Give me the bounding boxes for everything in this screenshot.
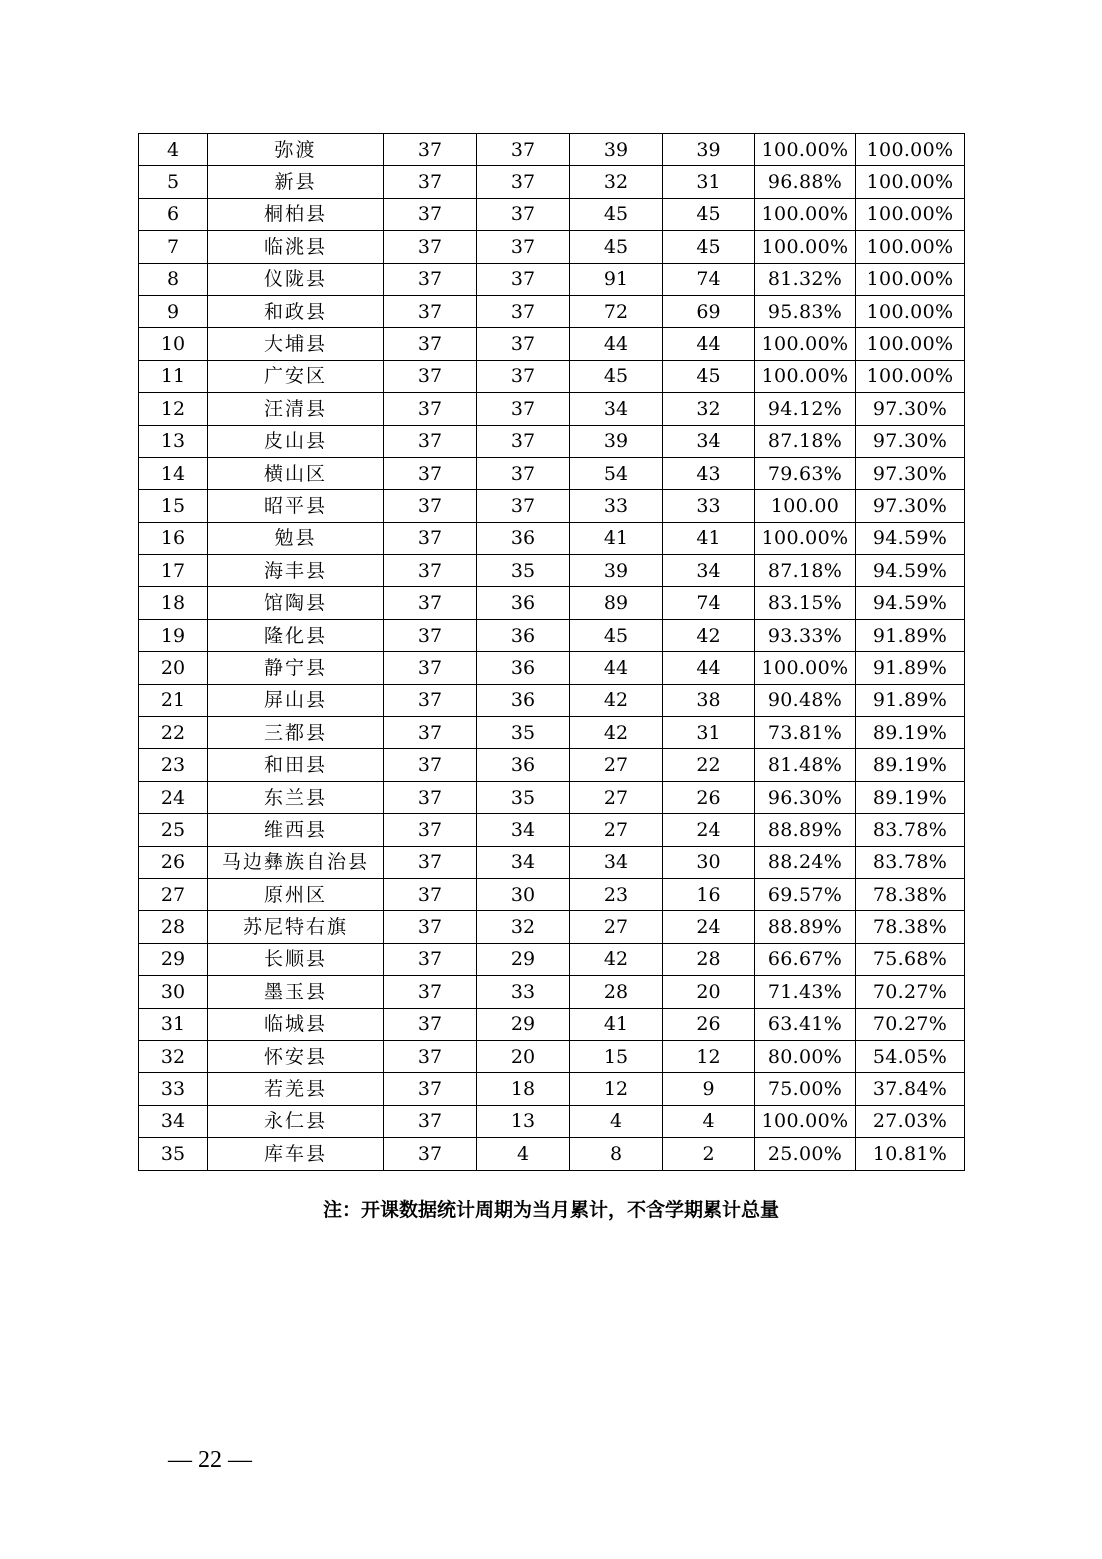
value-a-cell: 37 [384, 943, 477, 975]
value-d-cell: 20 [663, 976, 755, 1008]
value-d-cell: 26 [663, 1008, 755, 1040]
county-name-cell: 苏尼特右旗 [208, 911, 384, 943]
value-a-cell: 37 [384, 425, 477, 457]
value-a-cell: 37 [384, 619, 477, 651]
value-a-cell: 37 [384, 555, 477, 587]
table-row [139, 781, 965, 813]
value-d-cell: 45 [663, 360, 755, 392]
value-b-cell: 37 [477, 328, 570, 360]
value-a-cell: 37 [384, 717, 477, 749]
value-b-cell: 37 [477, 490, 570, 522]
value-c-cell: 8 [570, 1138, 663, 1170]
value-b-cell: 35 [477, 555, 570, 587]
value-b-cell: 37 [477, 198, 570, 230]
row-index-cell: 4 [139, 134, 208, 166]
value-b-cell: 37 [477, 457, 570, 489]
rate-1-cell: 71.43% [755, 976, 856, 1008]
table-row [139, 878, 965, 910]
value-d-cell: 12 [663, 1040, 755, 1072]
rate-1-cell: 66.67% [755, 943, 856, 975]
value-c-cell: 45 [570, 198, 663, 230]
rate-1-cell: 93.33% [755, 619, 856, 651]
value-d-cell: 44 [663, 652, 755, 684]
county-name-cell: 皮山县 [208, 425, 384, 457]
row-index-cell: 16 [139, 522, 208, 554]
table-row [139, 263, 965, 295]
county-name-cell: 静宁县 [208, 652, 384, 684]
value-a-cell: 37 [384, 652, 477, 684]
table-row [139, 652, 965, 684]
county-name-cell: 库车县 [208, 1138, 384, 1170]
value-c-cell: 44 [570, 328, 663, 360]
rate-1-cell: 87.18% [755, 425, 856, 457]
value-d-cell: 34 [663, 555, 755, 587]
value-c-cell: 45 [570, 360, 663, 392]
value-d-cell: 44 [663, 328, 755, 360]
county-name-cell: 临洮县 [208, 231, 384, 263]
county-name-cell: 墨玉县 [208, 976, 384, 1008]
row-index-cell: 28 [139, 911, 208, 943]
value-b-cell: 36 [477, 587, 570, 619]
value-b-cell: 37 [477, 166, 570, 198]
value-b-cell: 18 [477, 1073, 570, 1105]
table-row [139, 619, 965, 651]
value-b-cell: 4 [477, 1138, 570, 1170]
county-name-cell: 长顺县 [208, 943, 384, 975]
rate-1-cell: 100.00% [755, 652, 856, 684]
county-name-cell: 原州区 [208, 878, 384, 910]
rate-2-cell: 54.05% [856, 1040, 965, 1072]
rate-2-cell: 100.00% [856, 231, 965, 263]
rate-2-cell: 94.59% [856, 587, 965, 619]
rate-2-cell: 97.30% [856, 425, 965, 457]
rate-1-cell: 96.88% [755, 166, 856, 198]
table-body [139, 134, 965, 1171]
value-c-cell: 41 [570, 1008, 663, 1040]
value-b-cell: 37 [477, 425, 570, 457]
row-index-cell: 24 [139, 781, 208, 813]
rate-2-cell: 78.38% [856, 878, 965, 910]
rate-2-cell: 97.30% [856, 393, 965, 425]
value-c-cell: 33 [570, 490, 663, 522]
value-a-cell: 37 [384, 1040, 477, 1072]
value-c-cell: 91 [570, 263, 663, 295]
value-a-cell: 37 [384, 231, 477, 263]
value-c-cell: 34 [570, 846, 663, 878]
row-index-cell: 10 [139, 328, 208, 360]
value-a-cell: 37 [384, 263, 477, 295]
row-index-cell: 29 [139, 943, 208, 975]
rate-2-cell: 89.19% [856, 717, 965, 749]
table-row [139, 522, 965, 554]
value-b-cell: 36 [477, 749, 570, 781]
value-c-cell: 42 [570, 684, 663, 716]
row-index-cell: 35 [139, 1138, 208, 1170]
row-index-cell: 14 [139, 457, 208, 489]
row-index-cell: 8 [139, 263, 208, 295]
data-table [138, 133, 965, 1171]
value-c-cell: 27 [570, 749, 663, 781]
rate-2-cell: 37.84% [856, 1073, 965, 1105]
value-b-cell: 34 [477, 814, 570, 846]
table-row [139, 360, 965, 392]
value-d-cell: 28 [663, 943, 755, 975]
value-c-cell: 23 [570, 878, 663, 910]
row-index-cell: 15 [139, 490, 208, 522]
rate-2-cell: 75.68% [856, 943, 965, 975]
county-name-cell: 仪陇县 [208, 263, 384, 295]
row-index-cell: 32 [139, 1040, 208, 1072]
value-c-cell: 89 [570, 587, 663, 619]
row-index-cell: 19 [139, 619, 208, 651]
value-d-cell: 33 [663, 490, 755, 522]
value-d-cell: 74 [663, 587, 755, 619]
rate-2-cell: 97.30% [856, 490, 965, 522]
rate-2-cell: 91.89% [856, 684, 965, 716]
rate-1-cell: 25.00% [755, 1138, 856, 1170]
table-row [139, 457, 965, 489]
row-index-cell: 27 [139, 878, 208, 910]
value-b-cell: 34 [477, 846, 570, 878]
rate-1-cell: 81.48% [755, 749, 856, 781]
value-a-cell: 37 [384, 976, 477, 1008]
rate-1-cell: 83.15% [755, 587, 856, 619]
row-index-cell: 5 [139, 166, 208, 198]
value-d-cell: 42 [663, 619, 755, 651]
rate-1-cell: 95.83% [755, 295, 856, 327]
value-d-cell: 41 [663, 522, 755, 554]
table-row [139, 490, 965, 522]
value-c-cell: 4 [570, 1105, 663, 1137]
row-index-cell: 31 [139, 1008, 208, 1040]
rate-2-cell: 94.59% [856, 522, 965, 554]
county-name-cell: 海丰县 [208, 555, 384, 587]
value-d-cell: 9 [663, 1073, 755, 1105]
row-index-cell: 20 [139, 652, 208, 684]
rate-1-cell: 100.00% [755, 198, 856, 230]
value-d-cell: 16 [663, 878, 755, 910]
rate-1-cell: 100.00% [755, 360, 856, 392]
county-name-cell: 东兰县 [208, 781, 384, 813]
rate-2-cell: 89.19% [856, 781, 965, 813]
value-c-cell: 28 [570, 976, 663, 1008]
rate-2-cell: 10.81% [856, 1138, 965, 1170]
value-d-cell: 4 [663, 1105, 755, 1137]
table-row [139, 425, 965, 457]
rate-1-cell: 100.00 [755, 490, 856, 522]
row-index-cell: 13 [139, 425, 208, 457]
rate-1-cell: 87.18% [755, 555, 856, 587]
value-c-cell: 42 [570, 943, 663, 975]
table-row [139, 717, 965, 749]
value-c-cell: 44 [570, 652, 663, 684]
county-name-cell: 若羌县 [208, 1073, 384, 1105]
rate-1-cell: 100.00% [755, 231, 856, 263]
value-c-cell: 34 [570, 393, 663, 425]
value-a-cell: 37 [384, 1008, 477, 1040]
row-index-cell: 30 [139, 976, 208, 1008]
value-b-cell: 36 [477, 522, 570, 554]
county-name-cell: 新县 [208, 166, 384, 198]
rate-1-cell: 88.89% [755, 814, 856, 846]
table-row [139, 846, 965, 878]
value-b-cell: 33 [477, 976, 570, 1008]
rate-1-cell: 94.12% [755, 393, 856, 425]
value-a-cell: 37 [384, 1138, 477, 1170]
value-d-cell: 24 [663, 814, 755, 846]
value-c-cell: 39 [570, 555, 663, 587]
table-row [139, 134, 965, 166]
row-index-cell: 21 [139, 684, 208, 716]
table-row [139, 295, 965, 327]
rate-2-cell: 91.89% [856, 619, 965, 651]
table-row [139, 231, 965, 263]
row-index-cell: 17 [139, 555, 208, 587]
value-d-cell: 24 [663, 911, 755, 943]
table-row [139, 814, 965, 846]
table-row [139, 1138, 965, 1170]
value-d-cell: 30 [663, 846, 755, 878]
row-index-cell: 18 [139, 587, 208, 619]
county-name-cell: 大埔县 [208, 328, 384, 360]
table-note: 注：开课数据统计周期为当月累计，不含学期累计总量 [322, 1199, 779, 1221]
value-a-cell: 37 [384, 684, 477, 716]
value-c-cell: 45 [570, 619, 663, 651]
table-row [139, 166, 965, 198]
row-index-cell: 26 [139, 846, 208, 878]
value-c-cell: 45 [570, 231, 663, 263]
rate-1-cell: 88.89% [755, 911, 856, 943]
table-row [139, 393, 965, 425]
county-name-cell: 弥渡 [208, 134, 384, 166]
value-c-cell: 72 [570, 295, 663, 327]
table-row [139, 976, 965, 1008]
rate-1-cell: 69.57% [755, 878, 856, 910]
value-c-cell: 41 [570, 522, 663, 554]
value-b-cell: 13 [477, 1105, 570, 1137]
rate-2-cell: 97.30% [856, 457, 965, 489]
value-a-cell: 37 [384, 587, 477, 619]
value-a-cell: 37 [384, 490, 477, 522]
rate-2-cell: 100.00% [856, 198, 965, 230]
rate-1-cell: 75.00% [755, 1073, 856, 1105]
value-d-cell: 74 [663, 263, 755, 295]
table-row [139, 1105, 965, 1137]
rate-1-cell: 100.00% [755, 328, 856, 360]
value-d-cell: 32 [663, 393, 755, 425]
value-a-cell: 37 [384, 846, 477, 878]
row-index-cell: 22 [139, 717, 208, 749]
county-name-cell: 维西县 [208, 814, 384, 846]
county-name-cell: 勉县 [208, 522, 384, 554]
value-a-cell: 37 [384, 457, 477, 489]
value-b-cell: 35 [477, 717, 570, 749]
value-d-cell: 45 [663, 198, 755, 230]
value-c-cell: 27 [570, 781, 663, 813]
rate-2-cell: 94.59% [856, 555, 965, 587]
county-name-cell: 马边彝族自治县 [208, 846, 384, 878]
value-a-cell: 37 [384, 911, 477, 943]
value-c-cell: 32 [570, 166, 663, 198]
value-c-cell: 39 [570, 134, 663, 166]
table-row [139, 1008, 965, 1040]
value-d-cell: 31 [663, 166, 755, 198]
row-index-cell: 34 [139, 1105, 208, 1137]
value-a-cell: 37 [384, 198, 477, 230]
value-d-cell: 34 [663, 425, 755, 457]
rate-1-cell: 100.00% [755, 134, 856, 166]
row-index-cell: 9 [139, 295, 208, 327]
county-name-cell: 和田县 [208, 749, 384, 781]
value-c-cell: 12 [570, 1073, 663, 1105]
value-a-cell: 37 [384, 295, 477, 327]
table-row [139, 911, 965, 943]
table-row [139, 587, 965, 619]
rate-1-cell: 100.00% [755, 1105, 856, 1137]
value-c-cell: 54 [570, 457, 663, 489]
rate-2-cell: 100.00% [856, 328, 965, 360]
value-b-cell: 32 [477, 911, 570, 943]
rate-2-cell: 100.00% [856, 263, 965, 295]
value-b-cell: 37 [477, 263, 570, 295]
value-a-cell: 37 [384, 878, 477, 910]
county-name-cell: 馆陶县 [208, 587, 384, 619]
value-a-cell: 37 [384, 522, 477, 554]
rate-2-cell: 27.03% [856, 1105, 965, 1137]
table-row [139, 749, 965, 781]
row-index-cell: 6 [139, 198, 208, 230]
county-name-cell: 永仁县 [208, 1105, 384, 1137]
value-a-cell: 37 [384, 749, 477, 781]
value-a-cell: 37 [384, 1105, 477, 1137]
rate-1-cell: 100.00% [755, 522, 856, 554]
row-index-cell: 25 [139, 814, 208, 846]
county-name-cell: 临城县 [208, 1008, 384, 1040]
value-c-cell: 27 [570, 814, 663, 846]
value-d-cell: 38 [663, 684, 755, 716]
rate-2-cell: 91.89% [856, 652, 965, 684]
value-a-cell: 37 [384, 134, 477, 166]
value-d-cell: 45 [663, 231, 755, 263]
value-b-cell: 30 [477, 878, 570, 910]
rate-2-cell: 78.38% [856, 911, 965, 943]
county-name-cell: 昭平县 [208, 490, 384, 522]
table-row [139, 328, 965, 360]
value-b-cell: 37 [477, 231, 570, 263]
value-b-cell: 37 [477, 134, 570, 166]
row-index-cell: 12 [139, 393, 208, 425]
rate-2-cell: 100.00% [856, 166, 965, 198]
county-name-cell: 和政县 [208, 295, 384, 327]
county-name-cell: 隆化县 [208, 619, 384, 651]
value-b-cell: 20 [477, 1040, 570, 1072]
rate-1-cell: 96.30% [755, 781, 856, 813]
table-row [139, 943, 965, 975]
value-b-cell: 37 [477, 393, 570, 425]
page-number: — 22 — [168, 1447, 252, 1473]
value-c-cell: 15 [570, 1040, 663, 1072]
rate-2-cell: 100.00% [856, 295, 965, 327]
county-name-cell: 桐柏县 [208, 198, 384, 230]
value-d-cell: 43 [663, 457, 755, 489]
value-d-cell: 39 [663, 134, 755, 166]
table-row [139, 555, 965, 587]
value-d-cell: 22 [663, 749, 755, 781]
county-name-cell: 横山区 [208, 457, 384, 489]
value-b-cell: 35 [477, 781, 570, 813]
row-index-cell: 7 [139, 231, 208, 263]
rate-2-cell: 70.27% [856, 976, 965, 1008]
rate-1-cell: 80.00% [755, 1040, 856, 1072]
row-index-cell: 11 [139, 360, 208, 392]
table-row [139, 684, 965, 716]
value-b-cell: 37 [477, 295, 570, 327]
rate-1-cell: 81.32% [755, 263, 856, 295]
rate-2-cell: 89.19% [856, 749, 965, 781]
rate-1-cell: 73.81% [755, 717, 856, 749]
county-name-cell: 三都县 [208, 717, 384, 749]
value-c-cell: 39 [570, 425, 663, 457]
value-d-cell: 26 [663, 781, 755, 813]
rate-2-cell: 83.78% [856, 814, 965, 846]
value-d-cell: 2 [663, 1138, 755, 1170]
rate-1-cell: 63.41% [755, 1008, 856, 1040]
county-name-cell: 屏山县 [208, 684, 384, 716]
value-a-cell: 37 [384, 360, 477, 392]
value-b-cell: 37 [477, 360, 570, 392]
rate-1-cell: 88.24% [755, 846, 856, 878]
rate-2-cell: 83.78% [856, 846, 965, 878]
value-a-cell: 37 [384, 328, 477, 360]
value-b-cell: 36 [477, 652, 570, 684]
value-a-cell: 37 [384, 781, 477, 813]
value-c-cell: 42 [570, 717, 663, 749]
value-b-cell: 29 [477, 1008, 570, 1040]
rate-1-cell: 90.48% [755, 684, 856, 716]
value-a-cell: 37 [384, 166, 477, 198]
value-d-cell: 31 [663, 717, 755, 749]
rate-1-cell: 79.63% [755, 457, 856, 489]
value-b-cell: 36 [477, 684, 570, 716]
value-a-cell: 37 [384, 393, 477, 425]
row-index-cell: 23 [139, 749, 208, 781]
table-row [139, 1073, 965, 1105]
value-a-cell: 37 [384, 1073, 477, 1105]
rate-2-cell: 70.27% [856, 1008, 965, 1040]
value-b-cell: 29 [477, 943, 570, 975]
county-name-cell: 广安区 [208, 360, 384, 392]
value-b-cell: 36 [477, 619, 570, 651]
county-name-cell: 汪清县 [208, 393, 384, 425]
table-row [139, 198, 965, 230]
county-name-cell: 怀安县 [208, 1040, 384, 1072]
value-c-cell: 27 [570, 911, 663, 943]
rate-2-cell: 100.00% [856, 134, 965, 166]
value-d-cell: 69 [663, 295, 755, 327]
row-index-cell: 33 [139, 1073, 208, 1105]
rate-2-cell: 100.00% [856, 360, 965, 392]
value-a-cell: 37 [384, 814, 477, 846]
table-row [139, 1040, 965, 1072]
